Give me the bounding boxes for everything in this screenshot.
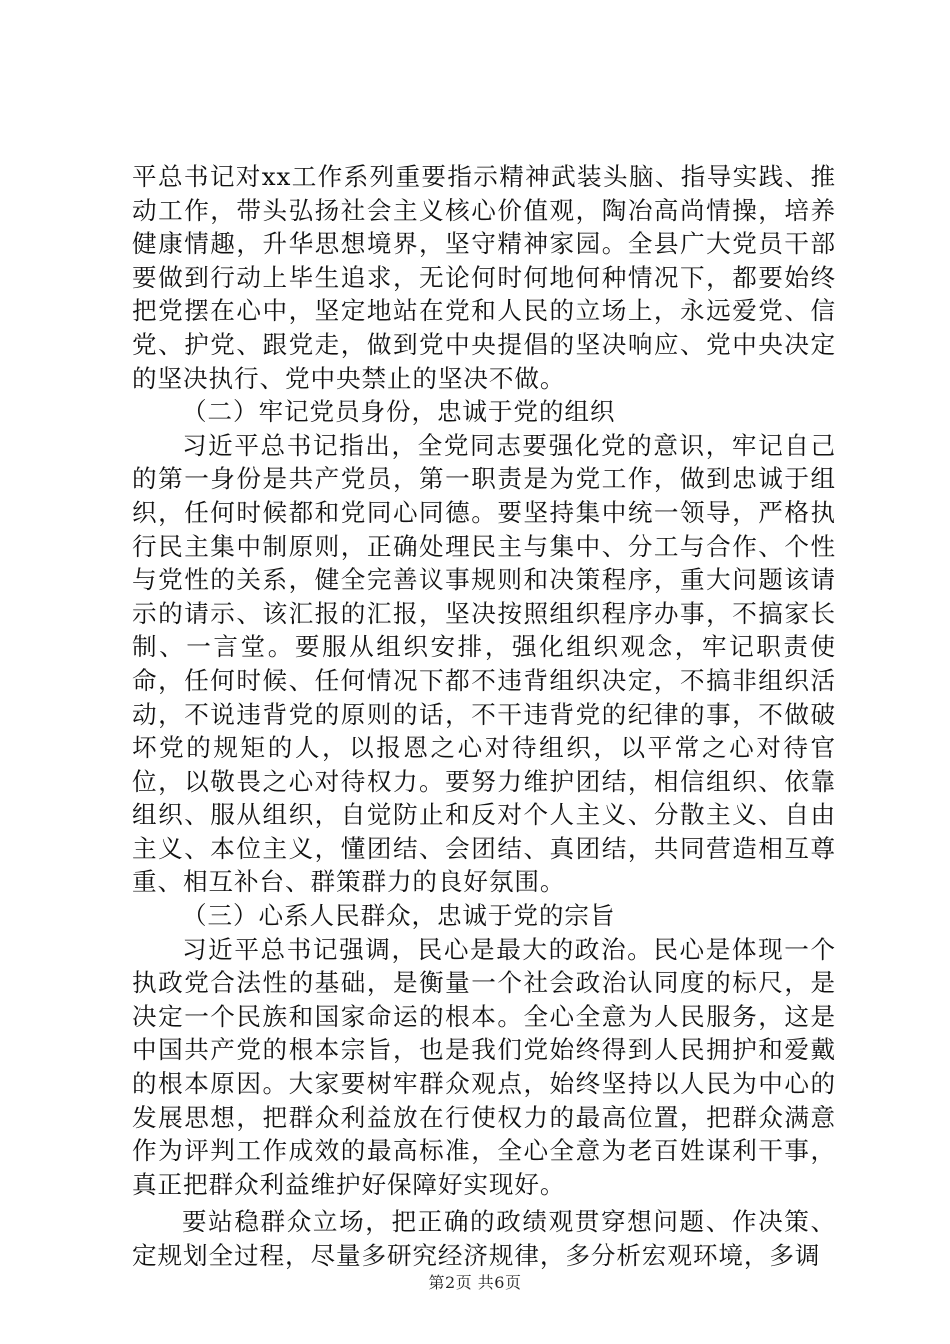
paragraph-stance: 要站稳群众立场，把正确的政绩观贯穿想问题、作决策、定规划全过程，尽量多研究经济规律，多分析宏观环境，多调 xyxy=(132,1207,836,1270)
section-heading-3: （三）心系人民群众，忠诚于党的宗旨 xyxy=(182,901,616,931)
page-number-footer: 第2页 共6页 xyxy=(428,1273,522,1292)
paragraph-organization: 习近平总书记指出，全党同志要强化党的意识，牢记自己的第一身份是共产党员，第一职责是为党工作，做到忠诚于组织，任何时候都和党同心同德。要坚持集中统一领导，严格执行民主集中制原则，正确处理民主与集中、分工与合作、个性与党性的关系，健全完善议事规则和决策程序，重大问题该请示的请示、该汇报的汇报，坚决按照组织程序办事，不搞家长制、一言堂。要服从组织安排，强化组织观念，牢记职责使命，任何时候、任何情况下都不违背组织决定，不搞非组织活动，不说违背党的原则的话，不干违背党的纪律的事，不做破坏党的规矩的人，以报恩之心对待组织，以平常之心对待官位，以敬畏之心对待权力。要努力维护团结，相信组织、依靠组织、服从组织，自觉防止和反对个人主义、分散主义、自由主义、本位主义，懂团结、会团结、真团结，共同营造相互尊重、相互补台、群策群力的良好氛围。 xyxy=(132,430,836,897)
document-body xyxy=(132,160,836,1273)
section-heading-2: （二）牢记党员身份，忠诚于党的组织 xyxy=(182,397,616,427)
paragraph-people: 习近平总书记强调，民心是最大的政治。民心是体现一个执政党合法性的基础，是衡量一个社会政治认同度的标尺，是决定一个民族和国家命运的根本。全心全意为人民服务，这是中国共产党的根本宗旨，也是我们党始终得到人民拥护和爱戴的根本原因。大家要树牢群众观点，始终坚持以人民为中心的发展思想，把群众利益放在行使权力的最高位置，把群众满意作为评判工作成效的最高标准，全心全意为老百姓谋利干事，真正把群众利益维护好保障好实现好。 xyxy=(132,934,836,1199)
paragraph-continued: 平总书记对xx工作系列重要指示精神武装头脑、指导实践、推动工作，带头弘扬社会主义核心价值观，陶冶高尚情操，培养健康情趣，升华思想境界，坚守精神家园。全县广大党员干部要做到行动上毕生追求，无论何时何地何种情况下，都要始终把党摆在心中，坚定地站在党和人民的立场上，永远爱党、信党、护党、跟党走，做到党中央提倡的坚决响应、党中央决定的坚决执行、党中央禁止的坚决不做。 xyxy=(132,162,836,393)
